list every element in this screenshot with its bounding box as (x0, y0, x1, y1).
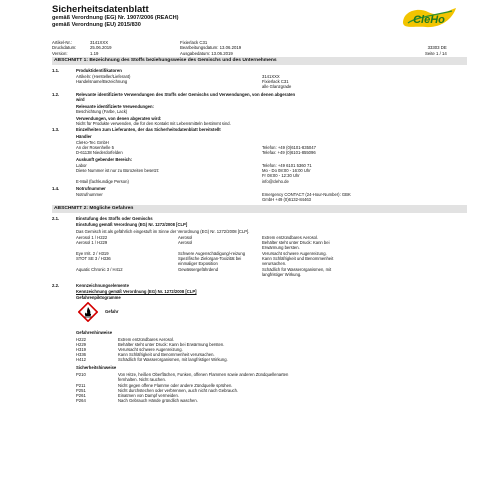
text-line: Fixierlack C31 (262, 79, 289, 84)
text-line: Relevante identifizierte Verwendungen des Stoffs oder Gemischs und Verwendungen, von denen abgeraten (76, 92, 296, 97)
text-line: Extrem entzündbares Aerosol. (262, 235, 319, 240)
text-line: Sicherheitshinweise (76, 365, 117, 370)
text-line: Nicht gegen offene Flamme oder andere Zündquelle sprühen. (118, 383, 233, 388)
section-1-header: ABSCHNITT 1: Bezeichnung des Stoffs beziehungsweise des Gemischs und des Unternehmens (52, 57, 467, 65)
text-line: 1.19 (90, 50, 99, 56)
text-line: Telefon: +49 (0)6101-835047 (262, 145, 316, 150)
text-line: Verursacht schwere Augenreizung. (262, 251, 327, 256)
text-line: Verursacht schwere Augenreizung. (118, 347, 183, 352)
text-line: 3141XXX (262, 74, 280, 79)
text-line: D-61138 Niederdorfelden (76, 150, 123, 155)
text-line: P210 (76, 372, 86, 377)
text-line: Erwärmung bersten. (262, 245, 300, 250)
text-line: Gefahrenhinweise (76, 330, 113, 335)
text-line: Artikeln: (Hersteller/Lieferant) (76, 74, 131, 79)
text-line: Nicht für Produkte verwenden, die für den Kontakt mit Lebensmitteln bestimmt sind. (76, 121, 231, 126)
text-line: Aerosol (178, 240, 193, 245)
text-line: Das Gemisch ist als gefährlich eingestuft im Sinne der Verordnung (EG) Nr. 1272/2008 [CLP]. (76, 229, 250, 234)
text-line: Schädlich für Wasserorganismen, mit (262, 267, 332, 272)
cleho-logo (400, 6, 458, 30)
meta-block-middle (180, 40, 241, 56)
text-line: fernhalten. Nicht rauchen. (118, 377, 166, 382)
text-line: Produktidentifikatoren (76, 68, 122, 73)
text-line: 1.2. (52, 92, 60, 97)
text-line: Kann Schläfrigkeit und Benommenheit (262, 256, 334, 261)
signal-word: Gefahr (105, 309, 119, 314)
text-line: Emergency CONTACT (24-Hour-Number): GBK (262, 192, 351, 197)
text-line: CleHo-Tec GmbH (76, 140, 109, 145)
text-line: An der Rosenhelle 5 (76, 145, 114, 150)
text-line: P251 (76, 388, 86, 393)
text-line: Ausgabedatum: 13.06.2019 (180, 50, 233, 56)
text-line: Notrufnummer (76, 192, 103, 197)
text-line: P261 (76, 393, 86, 398)
text-line (52, 51, 112, 56)
text-line: Kennzeichnungselemente (76, 283, 130, 288)
text-line: Diese Nummer ist nur zu Bürozeiten besetzt: (76, 168, 160, 173)
text-line: 33303 DE (427, 45, 447, 51)
text-line: H319 (76, 347, 87, 352)
text-line: Druckdatum: (52, 45, 77, 51)
text-line: verursachen. (262, 261, 287, 266)
text-line: Gefahrenpiktogramme (76, 295, 121, 300)
text-line: Fixierlack C31 (180, 40, 208, 45)
text-line: Einstufung gemäß Verordnung (EG) Nr. 1272/2008 [CLP] (76, 222, 188, 227)
text-line: Von Hitze, heißen Oberflächen, Funken, offenen Flammen sowie anderen Zündquellenarten (118, 372, 289, 377)
text-line: Einatmen von Dampf vermeiden. (118, 393, 179, 398)
text-line: Spezifische Zielorgan-Toxizität bei (178, 256, 242, 261)
text-line: Mo - Do 08:00 - 16:00 Uhr (262, 168, 311, 173)
text-line: Bearbeitungsdatum: 13.06.2019 (180, 45, 242, 51)
text-line: Artikel-Nr.: (52, 40, 73, 45)
text-line: Verwendungen, von denen abgeraten wird: (76, 116, 162, 121)
text-line: Aerosol 1 / H222 (76, 235, 108, 240)
regulation-line-reach: gemäß Verordnung (EG) Nr. 1907/2006 (REACH) (52, 15, 179, 21)
meta-block (52, 40, 112, 56)
text-line: Extrem entzündbares Aerosol. (118, 337, 175, 342)
text-line: Fr 08:00 - 12:30 Uhr (262, 173, 300, 178)
text-line: 3141XXX (90, 40, 109, 45)
text-line: CleHo (413, 14, 445, 26)
text-line (180, 51, 241, 56)
section-2-header: ABSCHNITT 2: Mögliche Gefahren (52, 205, 467, 213)
text-line: Behälter steht unter Druck: Kann bei (262, 240, 330, 245)
text-line: Nach Gebrauch Hände gründlich waschen. (118, 398, 198, 403)
text-line: 1.3. (52, 127, 60, 132)
text-line: wird (76, 97, 85, 102)
text-line: 1.1. (52, 68, 60, 73)
text-line: STOT SE 3 / H336 (76, 256, 111, 261)
text-line: Schädlich für Wasserorganismen, mit langfristiger Wirkung. (118, 357, 228, 362)
text-line: 2.1. (52, 216, 60, 221)
text-line: Behälter steht unter Druck: Kann bei Erwärmung bersten. (118, 342, 225, 347)
text-line: Eye Irrit. 2 / H319 (76, 251, 109, 256)
text-line: P211 (76, 383, 86, 388)
text-line: H229 (76, 342, 87, 347)
text-line: Labor (76, 163, 87, 168)
text-line: 2.2. (52, 283, 60, 288)
text-line: Kennzeichnung gemäß Verordnung (EG) Nr. 1272/2008 [CLP] (76, 289, 197, 294)
meta-block-right (425, 40, 447, 56)
text-line: 1.4. (52, 186, 60, 191)
text-line: Kann Schläfrigkeit und Benommenheit verursachen. (118, 352, 215, 357)
text-line: langfristiger Wirkung. (262, 272, 302, 277)
text-line: Gewässergefährdend (178, 267, 219, 272)
flame-hazard-pictogram (78, 302, 98, 322)
text-line (425, 51, 447, 56)
text-line: Einzelheiten zum Lieferanten, der das Sicherheitsdatenblatt bereitstellt (76, 127, 221, 132)
text-line: GmbH +49 (0)6132-84463 (262, 197, 312, 202)
text-line: H336 (76, 352, 87, 357)
text-line: einmaliger Exposition (178, 261, 218, 266)
text-line: 25.06.2019 (90, 45, 112, 51)
text-line: Auskunft gebender Bereich: (76, 157, 133, 162)
document-title: Sicherheitsdatenblatt (52, 4, 149, 15)
text-line: P264 (76, 398, 86, 403)
text-line: H222 (76, 337, 87, 342)
text-line: Beschichtung (Farbe, Lack) (76, 109, 128, 114)
text-line: H412 (76, 357, 87, 362)
text-line: Telefon: +49 6101 5360 71 (262, 163, 312, 168)
text-line: Telefax: +49 (0)6101-855096 (262, 150, 316, 155)
text-line: Version: (52, 50, 68, 56)
regulation-line-eu: gemäß Verordnung (EU) 2015/830 (52, 22, 141, 28)
text-line: Schwere Augenschädigung/-reizung (178, 251, 246, 256)
email-link[interactable]: info@cleho.de (262, 179, 289, 184)
text-line: Einstufung des Stoffs oder Gemischs (76, 216, 153, 221)
text-line: Aerosol 1 / H229 (76, 240, 108, 245)
text-line: Aquatic Chronic 3 / H412 (76, 267, 123, 272)
text-line: Handelsname/Bezeichnung (76, 79, 128, 84)
text-line (85, 317, 92, 318)
text-line: Notrufnummer (76, 186, 106, 191)
document-header (52, 5, 382, 29)
text-line: Aerosol (178, 235, 193, 240)
text-line: Händler (76, 134, 92, 139)
text-line: Relevante identifizierte Verwendungen: (76, 104, 154, 109)
text-line: Nicht durchstechen oder verbrennen, auch nicht nach Gebrauch. (118, 388, 239, 393)
page-number: Seite 1 / 14 (425, 50, 447, 56)
text-line: E-Mail (fachkundige Person) (76, 179, 129, 184)
text-line: alle Glanzgrade (262, 84, 292, 89)
